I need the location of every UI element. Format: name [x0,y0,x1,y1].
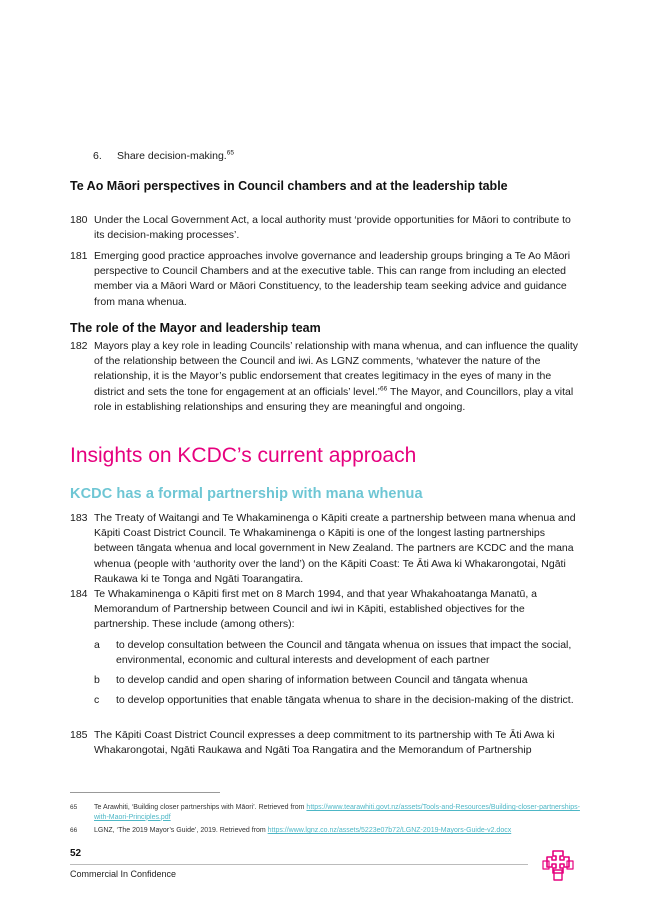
cross-flower-logo-icon [540,847,576,883]
sub-item-b [94,673,580,688]
page-number: 52 [70,848,82,859]
insights-heading: Insights on KCDC’s current approach [70,444,417,467]
footnote-body: LGNZ, ‘The 2019 Mayor’s Guide’, 2019. Retrieved from [94,827,268,834]
paragraph-text: The Kāpiti Coast District Council expresses a deep commitment to its partnership with Te Āti Awa ki Whakarongotai, Ngāti Raukawa and Ngāti Toa Rangatira and the Memorandum of Partnership [94,729,555,757]
footnote-link[interactable]: https://www.lgnz.co.nz/assets/5223e07b72/LGNZ-2019-Mayors-Guide-v2.docx [267,827,512,834]
paragraph-182 [70,339,580,415]
paragraph-184 [70,587,580,633]
list-item-6 [93,149,234,164]
footnote-66 [70,826,580,836]
sub-item-c [94,693,580,708]
paragraph-text-after: The Mayor, and Councillors, play a vital role in establishing relationships and ensuring they are meaningful and ongoing. [94,385,574,413]
paragraph-number: 184 [70,588,88,600]
sub-item-text: to develop consultation between the Council and tāngata whenua on issues that impact the social, environmental, economic and cultural interests and development of each partner [116,639,572,667]
section-heading-partnership: KCDC has a formal partnership with mana whenua [70,486,423,502]
paragraph-text: The Treaty of Waitangi and Te Whakaminenga o Kāpiti create a partnership between mana whenua and Kāpiti Coast District Council. Te Whakaminenga o Kāpiti is one of the longest lasting partnerships between tāngata whenua and local government in New Zealand. The partners are KCDC and the mana whenua (people with ‘authority over the land’) on the Kāpiti Coast: Te Āti Awa ki Whakarongotai, Ngāti Raukawa ki te Tonga and Ngāti Toarangatira. [94,512,576,585]
confidentiality-label: Commercial In Confidence [70,869,177,879]
paragraph-180 [70,213,580,243]
sub-item-letter: a [94,639,100,651]
paragraph-text [94,339,580,415]
footnote-ref-66[interactable]: 66 [380,385,388,393]
footnote-link[interactable]: https://www.tearawhiti.govt.nz/assets/Tools-and-Resources/Building-closer-partnerships-with-Maori-Principles.pdf [94,804,580,821]
footnote-65 [70,803,580,822]
paragraph-text: Emerging good practice approaches involve governance and leadership groups bringing a Te Ao Māori perspective to Council Chambers and at the executive table. This can range from including an elected member via a Māori Ward or Māori Constituency, to the leadership team seeking advice and guidance from mana whenua. [94,250,571,308]
paragraph-number: 181 [70,250,88,262]
paragraph-number: 185 [70,729,88,741]
section-heading-mayor-role: The role of the Mayor and leadership team [70,321,321,335]
sub-item-a [94,638,580,668]
footer-divider [70,864,528,865]
paragraph-number: 180 [70,214,88,226]
sub-item-text: to develop candid and open sharing of information between Council and tāngata whenua [116,674,528,686]
section-heading-te-ao-maori: Te Ao Māori perspectives in Council chambers and at the leadership table [70,179,508,193]
sub-item-letter: c [94,694,100,706]
footnote-text [94,803,580,822]
footnote-number: 65 [70,804,78,811]
footnote-ref-65[interactable]: 65 [226,149,234,157]
paragraph-183 [70,511,580,587]
footnote-divider [70,792,220,793]
sub-item-letter: b [94,674,100,686]
paragraph-text-before: Mayors play a key role in leading Councils’ relationship with mana whenua, and can influence the quality of the relationship between the Council and iwi. As LGNZ comments, ‘whatever the nature of the relationship, it is the Mayor’s public endorsement that creates legitimacy in the eyes of many in the district and sets the tone for engagement at an officials’ level.’ [94,340,579,398]
paragraph-number: 183 [70,512,88,524]
paragraph-number: 182 [70,340,88,352]
sub-item-text: to develop opportunities that enable tāngata whenua to share in the decision-making of the district. [116,694,574,706]
footnote-text [94,826,580,836]
paragraph-text: Under the Local Government Act, a local authority must ‘provide opportunities for Māori to contribute to its decision-making processes’. [94,214,571,242]
list-item-number: 6. [93,150,102,162]
footnote-body: Te Arawhiti, ‘Building closer partnerships with Māori’. Retrieved from [94,804,307,811]
list-item-text: Share decision-making. [117,150,227,162]
footnote-number: 66 [70,827,78,834]
paragraph-185 [70,728,580,758]
paragraph-181 [70,249,580,310]
paragraph-text: Te Whakaminenga o Kāpiti first met on 8 March 1994, and that year Whakahoatanga Manatū, a Memorandum of Partnership between Council and iwi in Kāpiti, established objectives for the partnership. These include (among others): [94,588,538,631]
